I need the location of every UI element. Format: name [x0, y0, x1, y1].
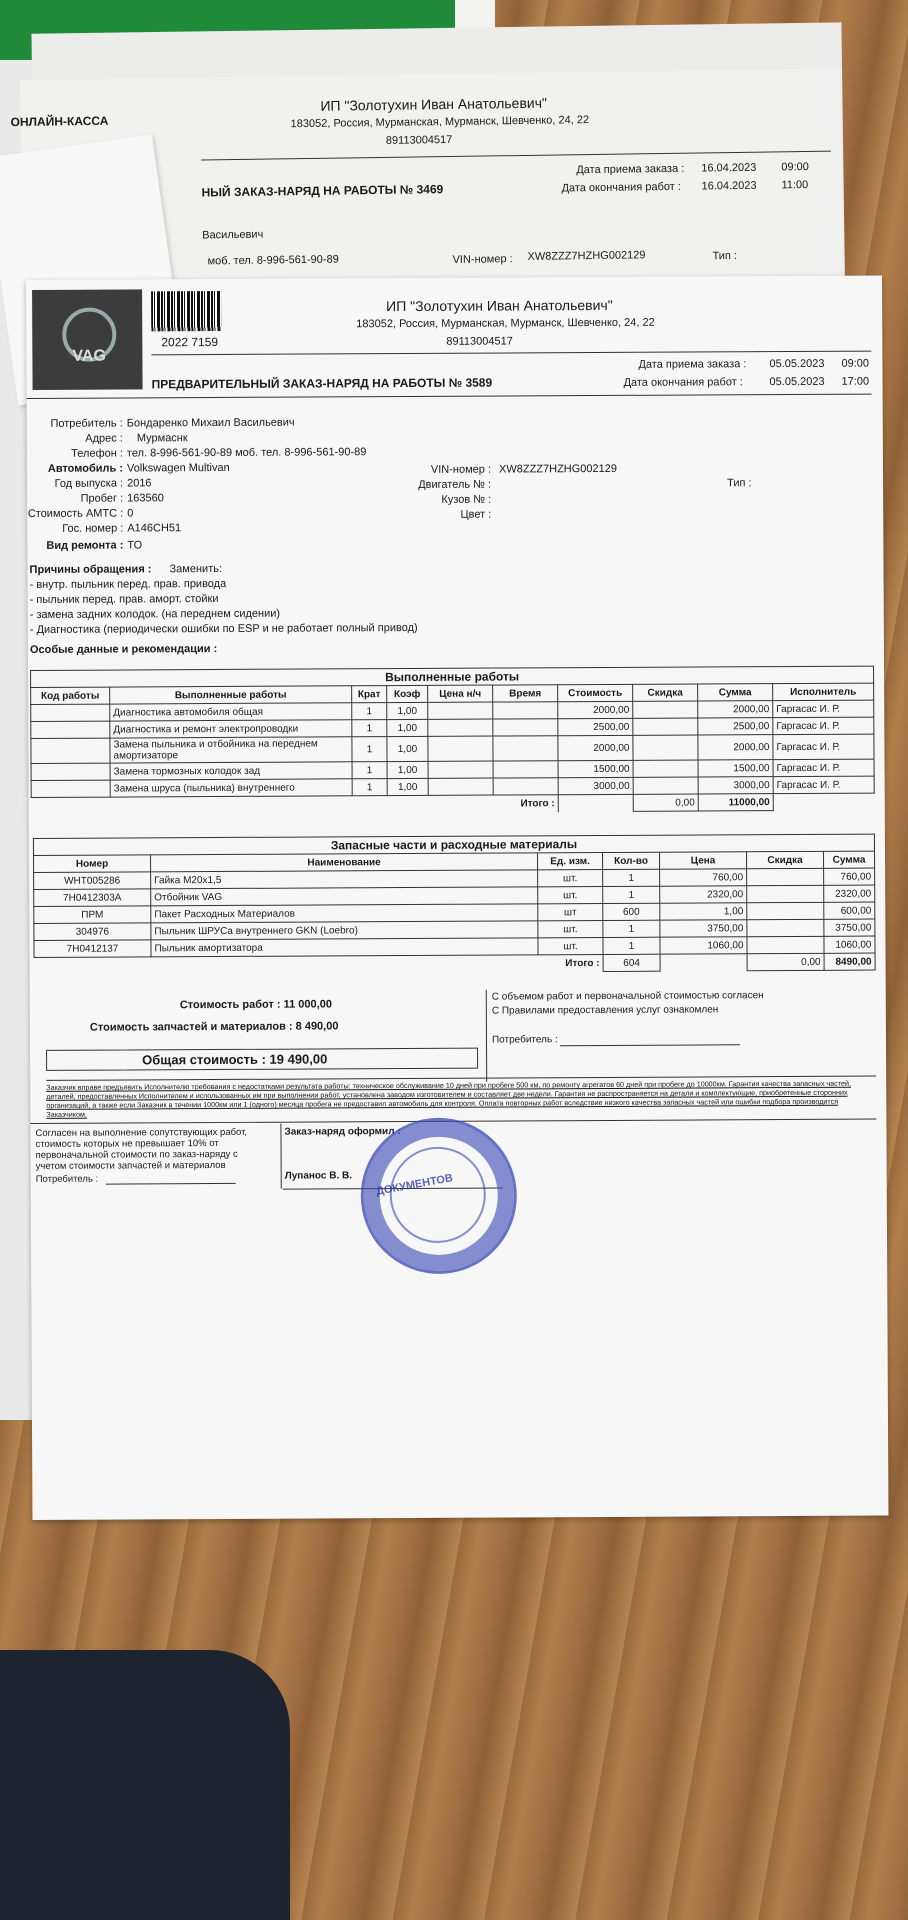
- cell-discount: [633, 735, 698, 760]
- stamp-text: ДОКУМЕНТОВ: [375, 1172, 454, 1198]
- company-name: ИП "Золотухин Иван Анатольевич": [386, 296, 613, 315]
- cell-name: Гайка M20x1,5: [151, 870, 538, 889]
- plate-value: А146СН51: [127, 522, 182, 535]
- col-header: Ед. изм.: [538, 852, 603, 869]
- col-header: Номер: [34, 855, 151, 873]
- cell-unit: шт.: [538, 869, 603, 886]
- amts-value: 0: [127, 507, 134, 520]
- reason-line: - пыльник перед. прав. аморт. стойки: [29, 592, 219, 606]
- cell-discount: [633, 718, 698, 735]
- mileage-label: Пробег :: [80, 492, 124, 505]
- mileage-value: 163560: [127, 492, 164, 505]
- parts-cost: Стоимость запчастей и материалов : 8 490,00: [89, 1020, 339, 1034]
- works-total-row: [31, 793, 874, 814]
- parts-total-qty: 604: [603, 954, 660, 971]
- parts-total-sum: 8490,00: [824, 953, 875, 970]
- cell-sum: 1500,00: [698, 760, 773, 777]
- car-label: Автомобиль :: [47, 462, 124, 475]
- cell-discount: [747, 885, 824, 902]
- cell-discount: [747, 902, 824, 919]
- reasons-label: Причины обращения :: [29, 563, 152, 576]
- cell-num: ПРМ: [34, 906, 151, 924]
- back-time-end: 11:00: [781, 179, 809, 192]
- cell-worker: Гаргасас И. Р.: [773, 734, 874, 760]
- cell-sum: 1060,00: [824, 936, 875, 953]
- cell-discount: [633, 701, 698, 718]
- col-header: Скидка: [747, 851, 824, 868]
- cell-koef: 1,00: [387, 736, 428, 761]
- agree-line-1: С объемом работ и первоначальной стоимостью согласен: [491, 990, 764, 1003]
- back-vin: XW8ZZZ7HZHG002129: [527, 249, 646, 263]
- back-time-accept: 09:00: [781, 160, 809, 174]
- cell-code: [31, 704, 110, 721]
- cell-discount: [747, 936, 824, 953]
- cell-koef: 1,00: [387, 702, 428, 719]
- vag-logo: [32, 289, 143, 390]
- plate-label: Гос. номер :: [62, 522, 124, 535]
- back-date-accept: 16.04.2023: [701, 161, 757, 175]
- col-header: Сумма: [698, 684, 773, 701]
- cell-unit: шт.: [538, 920, 603, 937]
- issued-label: Заказ-наряд оформил :: [284, 1126, 401, 1138]
- cell-krat: 1: [352, 720, 387, 737]
- phone-value: тел. 8-996-561-90-89 моб. тел. 8-996-561-90-89: [126, 446, 367, 460]
- cell-worker: Гаргасас И. Р.: [773, 700, 874, 718]
- works-total-sum: 11000,00: [698, 794, 773, 811]
- cell-sum: 3000,00: [698, 777, 773, 794]
- cell-discount: [633, 760, 698, 777]
- time-accept: 09:00: [841, 357, 870, 370]
- total-cost-box: [46, 1048, 478, 1071]
- cell-krat: 1: [352, 737, 387, 762]
- year-label: Год выпуска :: [54, 477, 124, 490]
- cell-name: Замена пыльника и отбойника на переднем амортизаторе: [110, 737, 352, 763]
- cell-time: [493, 736, 558, 761]
- parts-table: [33, 834, 876, 975]
- cell-discount: [747, 868, 824, 885]
- back-phones: моб. тел. 8-996-561-90-89: [207, 253, 339, 268]
- col-header: Кол-во: [603, 852, 660, 869]
- back-date-end: 16.04.2023: [701, 179, 757, 193]
- back-date-accept-label: Дата приема заказа :: [576, 162, 685, 177]
- col-header: Время: [493, 685, 558, 702]
- col-header: Крат: [352, 686, 387, 703]
- cell-time: [493, 719, 558, 736]
- cell-price: [428, 736, 493, 761]
- company-stamp-icon: [360, 1117, 517, 1274]
- repair-label: Вид ремонта :: [46, 539, 124, 552]
- cell-koef: 1,00: [387, 778, 428, 795]
- col-header: Стоимость: [558, 684, 633, 701]
- cell-worker: Гаргасас И. Р.: [773, 776, 874, 794]
- reasons-intro: Заменить:: [169, 562, 223, 576]
- reason-line: - внутр. пыльник перед. прав. привода: [29, 577, 227, 591]
- cell-cost: 2000,00: [558, 735, 633, 760]
- cell-worker: Гаргасас И. Р.: [773, 759, 874, 777]
- cell-code: [31, 780, 110, 797]
- cell-koef: 1,00: [387, 719, 428, 736]
- issued-by: Лупанос В. В.: [284, 1170, 353, 1182]
- car-value: Volkswagen Multivan: [126, 461, 230, 475]
- stamp-inner-ring: [390, 1147, 487, 1244]
- cell-name: Диагностика и ремонт электропроводки: [110, 720, 352, 738]
- cell-price: [428, 778, 493, 795]
- footer-consumer-sign: Потребитель :: [35, 1173, 99, 1185]
- cell-cost: 1500,00: [558, 760, 633, 777]
- cell-name: Диагностика автомобиля общая: [110, 703, 352, 721]
- works-cost: Стоимость работ : 11 000,00: [179, 998, 332, 1012]
- body-label: Кузов № :: [441, 493, 492, 506]
- amts-label: Стоимость АМТС :: [27, 507, 124, 520]
- cell-krat: 1: [352, 779, 387, 796]
- cell-price: 760,00: [660, 869, 747, 886]
- back-date-end-label: Дата окончания работ :: [561, 180, 681, 195]
- type-label: Тип :: [727, 477, 752, 490]
- cell-code: [31, 738, 110, 763]
- works-table: [30, 666, 875, 815]
- cell-qty: 600: [603, 903, 660, 920]
- parts-total-row: [34, 953, 875, 974]
- cell-price: [428, 702, 493, 719]
- cell-discount: [633, 777, 698, 794]
- company-phone: 89113004517: [446, 335, 513, 348]
- back-company: ИП "Золотухин Иван Анатольевич": [320, 94, 548, 114]
- cell-koef: 1,00: [387, 761, 428, 778]
- time-end: 17:00: [841, 375, 870, 388]
- cell-unit: шт.: [538, 937, 603, 954]
- logo-text: VAG: [72, 347, 106, 365]
- cell-cost: 2500,00: [558, 718, 633, 735]
- col-header: Коэф: [387, 685, 428, 702]
- engine-label: Двигатель № :: [418, 478, 492, 491]
- cell-name: Замена шруса (пыльника) внутреннего: [110, 779, 352, 797]
- cell-price: [428, 719, 493, 736]
- warranty-text: Заказчик вправе предъявить Исполнителю требования с недостатками результата работы: техническое обслуживание 10 дней при пробеге 500 км, по ремонту агрегатов 60 дней при пробеге до 10000км. Гарантия качества запасных частей, деталей, предоставленных Исполнителем и использованных им при выполнении работ, установлена заводом изготовителем и составляет две недели. Гарантия не распространяется на детали и комплектующие, приобретенные сторонних организаций, а также если Заказчик в течении 1000км или 1 (одного) месяца пробега не предоставил автомобиль для контроля. Оплата повторных работ вследствие низкого качества запасных частей или ошибки подбора производится Заказчиком.: [46, 1078, 851, 1119]
- special-label: Особые данные и рекомендации :: [29, 643, 218, 656]
- kassa-label: ОНЛАЙН-КАССА: [10, 113, 109, 130]
- parts-total-discount: 0,00: [747, 953, 824, 970]
- barcode-number: 2022 7159: [161, 334, 219, 350]
- agree-extra: Согласен на выполнение сопутствующих работ, стоимость которых не превышает 10% от первоначальной стоимости по заказ-наряду с учетом стоимости запчастей и материалов: [35, 1126, 248, 1172]
- works-total-label: Итого :: [31, 795, 558, 815]
- cell-price: 2320,00: [660, 886, 747, 903]
- col-header: Исполнитель: [773, 683, 874, 701]
- vin-value: XW8ZZZ7HZHG002129: [498, 462, 618, 476]
- back-vin-label: VIN-номер :: [452, 253, 513, 266]
- cell-sum: 2320,00: [824, 885, 875, 902]
- works-total-discount: 0,00: [633, 794, 698, 811]
- cell-price: 1060,00: [660, 937, 747, 954]
- cell-sum: 3750,00: [824, 919, 875, 936]
- cell-num: 304976: [34, 923, 151, 941]
- cell-unit: шт: [538, 903, 603, 920]
- col-header: Цена н/ч: [428, 685, 493, 702]
- cell-cost: 2000,00: [558, 701, 633, 718]
- consumer-sign-label: Потребитель :: [491, 1034, 558, 1046]
- cell-krat: 1: [352, 703, 387, 720]
- cell-num: 7H0412137: [34, 940, 151, 958]
- cell-name: Пакет Расходных Материалов: [151, 904, 538, 923]
- date-accept-label: Дата приема заказа :: [638, 358, 747, 371]
- col-header: Выполненные работы: [110, 686, 352, 704]
- vin-label: VIN-номер :: [430, 463, 492, 476]
- date-accept: 05.05.2023: [769, 357, 825, 371]
- col-header: Наименование: [151, 853, 538, 872]
- parts-caption: Запасные части и расходные материалы: [33, 834, 874, 855]
- barcode-icon: [151, 291, 221, 331]
- total-cost: Общая стоимость : 19 490,00: [142, 1051, 328, 1068]
- address-value: Мурмаснк: [136, 432, 188, 445]
- document-title: ПРЕДВАРИТЕЛЬНЫЙ ЗАКАЗ-НАРЯД НА РАБОТЫ № 3589: [151, 375, 493, 392]
- col-header: Сумма: [824, 851, 875, 868]
- year-value: 2016: [127, 477, 152, 490]
- cell-sum: 2000,00: [698, 735, 773, 760]
- consumer-value: Бондаренко Михаил Васильевич: [126, 416, 295, 430]
- col-header: Код работы: [31, 687, 110, 704]
- cell-sum: 2500,00: [698, 718, 773, 735]
- reason-line: - Диагностика (периодически ошибки по ESP и не работает полный привод): [29, 621, 418, 636]
- cell-sum: 2000,00: [698, 701, 773, 718]
- cell-qty: 1: [603, 920, 660, 937]
- cell-time: [493, 778, 558, 795]
- cell-cost: 3000,00: [558, 777, 633, 794]
- cell-krat: 1: [352, 762, 387, 779]
- cell-discount: [747, 919, 824, 936]
- phone-label: Телефон :: [71, 447, 123, 460]
- works-caption: Выполненные работы: [31, 666, 874, 687]
- consumer-label: Потребитель :: [50, 417, 123, 430]
- col-header: Скидка: [633, 684, 698, 701]
- back-type-label: Тип :: [712, 250, 738, 263]
- date-end-label: Дата окончания работ :: [623, 376, 743, 389]
- cell-time: [493, 702, 558, 719]
- background-dark-cloth: [0, 1650, 290, 1920]
- cell-name: Пыльник ШРУСа внутреннего GKN (Loebro): [151, 921, 538, 940]
- cell-name: Отбойник VAG: [151, 887, 538, 906]
- cell-qty: 1: [603, 869, 660, 886]
- cell-price: [428, 761, 493, 778]
- cell-time: [493, 761, 558, 778]
- address-label: Адрес :: [85, 432, 123, 445]
- color-label: Цвет :: [460, 508, 492, 521]
- date-end: 05.05.2023: [769, 375, 825, 389]
- order-document: [26, 276, 888, 1520]
- back-name: Васильевич: [202, 228, 264, 242]
- agree-line-2: С Правилами предоставления услуг ознакомлен: [491, 1004, 719, 1017]
- cell-name: Пыльник амортизатора: [151, 938, 538, 957]
- cell-price: 3750,00: [660, 920, 747, 937]
- col-header: Цена: [660, 852, 747, 869]
- cell-sum: 760,00: [824, 868, 875, 885]
- repair-value: ТО: [127, 539, 143, 552]
- cell-name: Замена тормозных колодок зад: [110, 762, 352, 780]
- back-title: НЫЙ ЗАКАЗ-НАРЯД НА РАБОТЫ № 3469: [201, 182, 444, 200]
- cell-sum: 600,00: [824, 902, 875, 919]
- back-address: 183052, Россия, Мурманская, Мурманск, Шевченко, 24, 22: [290, 114, 590, 131]
- cell-price: 1,00: [660, 903, 747, 920]
- cell-worker: Гаргасас И. Р.: [773, 717, 874, 735]
- cell-num: WHT005286: [34, 872, 151, 890]
- cell-unit: шт.: [538, 886, 603, 903]
- back-phone: 89113004517: [385, 133, 453, 147]
- cell-qty: 1: [603, 886, 660, 903]
- cell-code: [31, 721, 110, 738]
- cell-num: 7H0412303A: [34, 889, 151, 907]
- cell-qty: 1: [603, 937, 660, 954]
- reason-line: - замена задних колодок. (на переднем сидении): [29, 607, 281, 621]
- company-address: 183052, Россия, Мурманская, Мурманск, Шевченко, 24, 22: [356, 316, 655, 331]
- parts-total-label: Итого :: [34, 954, 603, 974]
- cell-code: [31, 763, 110, 780]
